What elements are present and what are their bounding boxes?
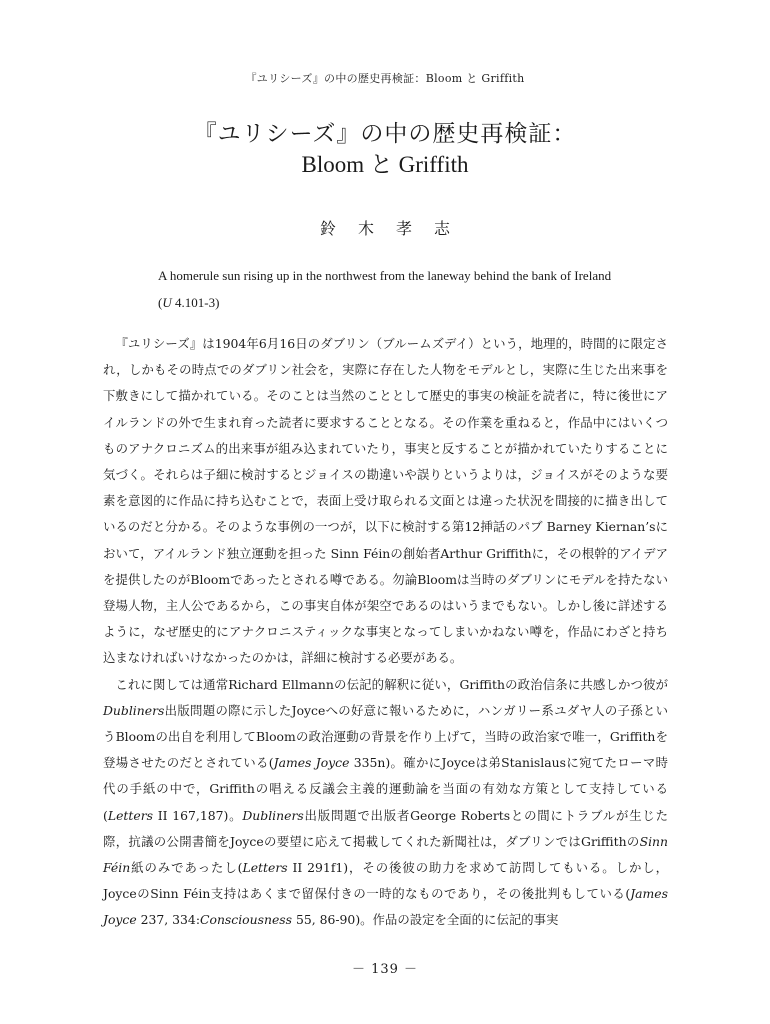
body-text-run: 紙のみであったし( xyxy=(130,860,243,876)
body-text-run: II 167,187)。 xyxy=(152,807,243,823)
body-text-run: II 291f1)，その後彼の助力を求めて訪問してもいる。しかし，JoyceのSinn Féin支持はあくまで留保付きの一時的なものであり，その後批判もしている( xyxy=(103,860,668,902)
italic-title-text: Consciousness xyxy=(200,912,293,928)
epigraph-work: U xyxy=(162,295,172,310)
body-text xyxy=(103,331,668,934)
body-text-run: 出版問題で出版者George Robertsとの間にトラブルが生じた際，抗議の公開書簡をJoyceの要望に応えて掲載してくれた新聞社は，ダブリンではGriffithの xyxy=(103,807,668,849)
italic-title-text: Letters xyxy=(242,860,288,876)
body-text-run: 55, 86-90)。作品の設定を全面的に伝記的事実 xyxy=(292,912,559,928)
paragraph-2 xyxy=(103,672,668,934)
epigraph xyxy=(158,262,628,316)
italic-title-text: Letters xyxy=(107,807,153,823)
author-name: 鈴木孝志 xyxy=(319,219,472,238)
body-text-run: 335n)。確かにJoyceは弟Stanislausに宛てたローマ時代の手紙の中で，Griffithの唱える反議会主義的運動論を当面の有効な方策として支持している( xyxy=(103,755,668,823)
body-text-run: 『ユリシーズ』は1904年6月16日のダブリン（ブルームズデイ）という，地理的，時間的に限定され，しかもその時点でのダブリン社会を，実際に存在した人物をモデルとし，実際に生じた出来事を下敷きにして描かれている。そのことは当然のこととして歴史的事実の検証を読者に，特に後世にアイルランドの外で生まれ育った読者に要求することとなる。その作業を重ねると，作品中にはいくつものアナクロニズム的出来事が組み込まれていたり，事実と反することが描かれていたりすることに気づく。それらは子細に検討するとジョイスの勘違いや誤りというよりは，ジョイスがそのような要素を意図的に作品に持ち込むことで，表面上受け取られる文面とは違った状況を間接的に描き出しているのだと分かる。そのような事例の一つが，以下に検討する第12挿話のパブ Barney Kiernan’sにおいて，アイルランド独立運動を担った Sinn Féinの創始者Arthur Griffithに，その根幹的アイデアを提供したのがBloomであったとされる噂である。勿論Bloomは当時のダブリンにモデルを持たない登場人物，主人公であるから，この事実自体が架空であるのはいうまでもない。しかし後に詳述するように，なぜ歴史的にアナクロニスティックな事実となってしまいかねない噂を，作品にわざと持ち込まなければいけなかったのかは，詳細に検討する必要がある。 xyxy=(103,336,668,666)
italic-title-text: Dubliners xyxy=(103,702,165,718)
running-header: 『ユリシーズ』の中の歴史再検証：Bloom と Griffith xyxy=(245,72,525,85)
italic-title-text: James Joyce xyxy=(103,886,668,928)
italic-title-text: Dubliners xyxy=(242,807,304,823)
title-line-2: Bloom と Griffith xyxy=(301,152,469,177)
page-number: － 139 － xyxy=(351,962,419,977)
italic-title-text: James Joyce xyxy=(273,755,350,771)
paragraph-1 xyxy=(103,331,668,672)
article-title xyxy=(0,118,770,180)
body-text-run: 237, 334: xyxy=(136,912,200,928)
title-line-1: 『ユリシーズ』の中の歴史再検証： xyxy=(193,121,577,147)
epigraph-reference: 4.101-3) xyxy=(171,295,220,310)
italic-title-text: Sinn Féin xyxy=(103,833,668,876)
epigraph-quote: A homerule sun rising up in the northwest from the laneway behind the bank of Ireland ( xyxy=(158,268,612,310)
body-text-run: 出版問題の際に示したJoyceへの好意に報いるために，ハンガリー系ユダヤ人の子孫というBloomの出自を利用してBloomの政治運動の背景を作り上げて，当時の政治家で唯一，Griffithを登場させたのだとされている( xyxy=(103,702,668,771)
body-text-run: これに関しては通常Richard Ellmannの伝記的解釈に従い，Griffithの政治信条に共感しかつ彼が xyxy=(115,676,668,692)
